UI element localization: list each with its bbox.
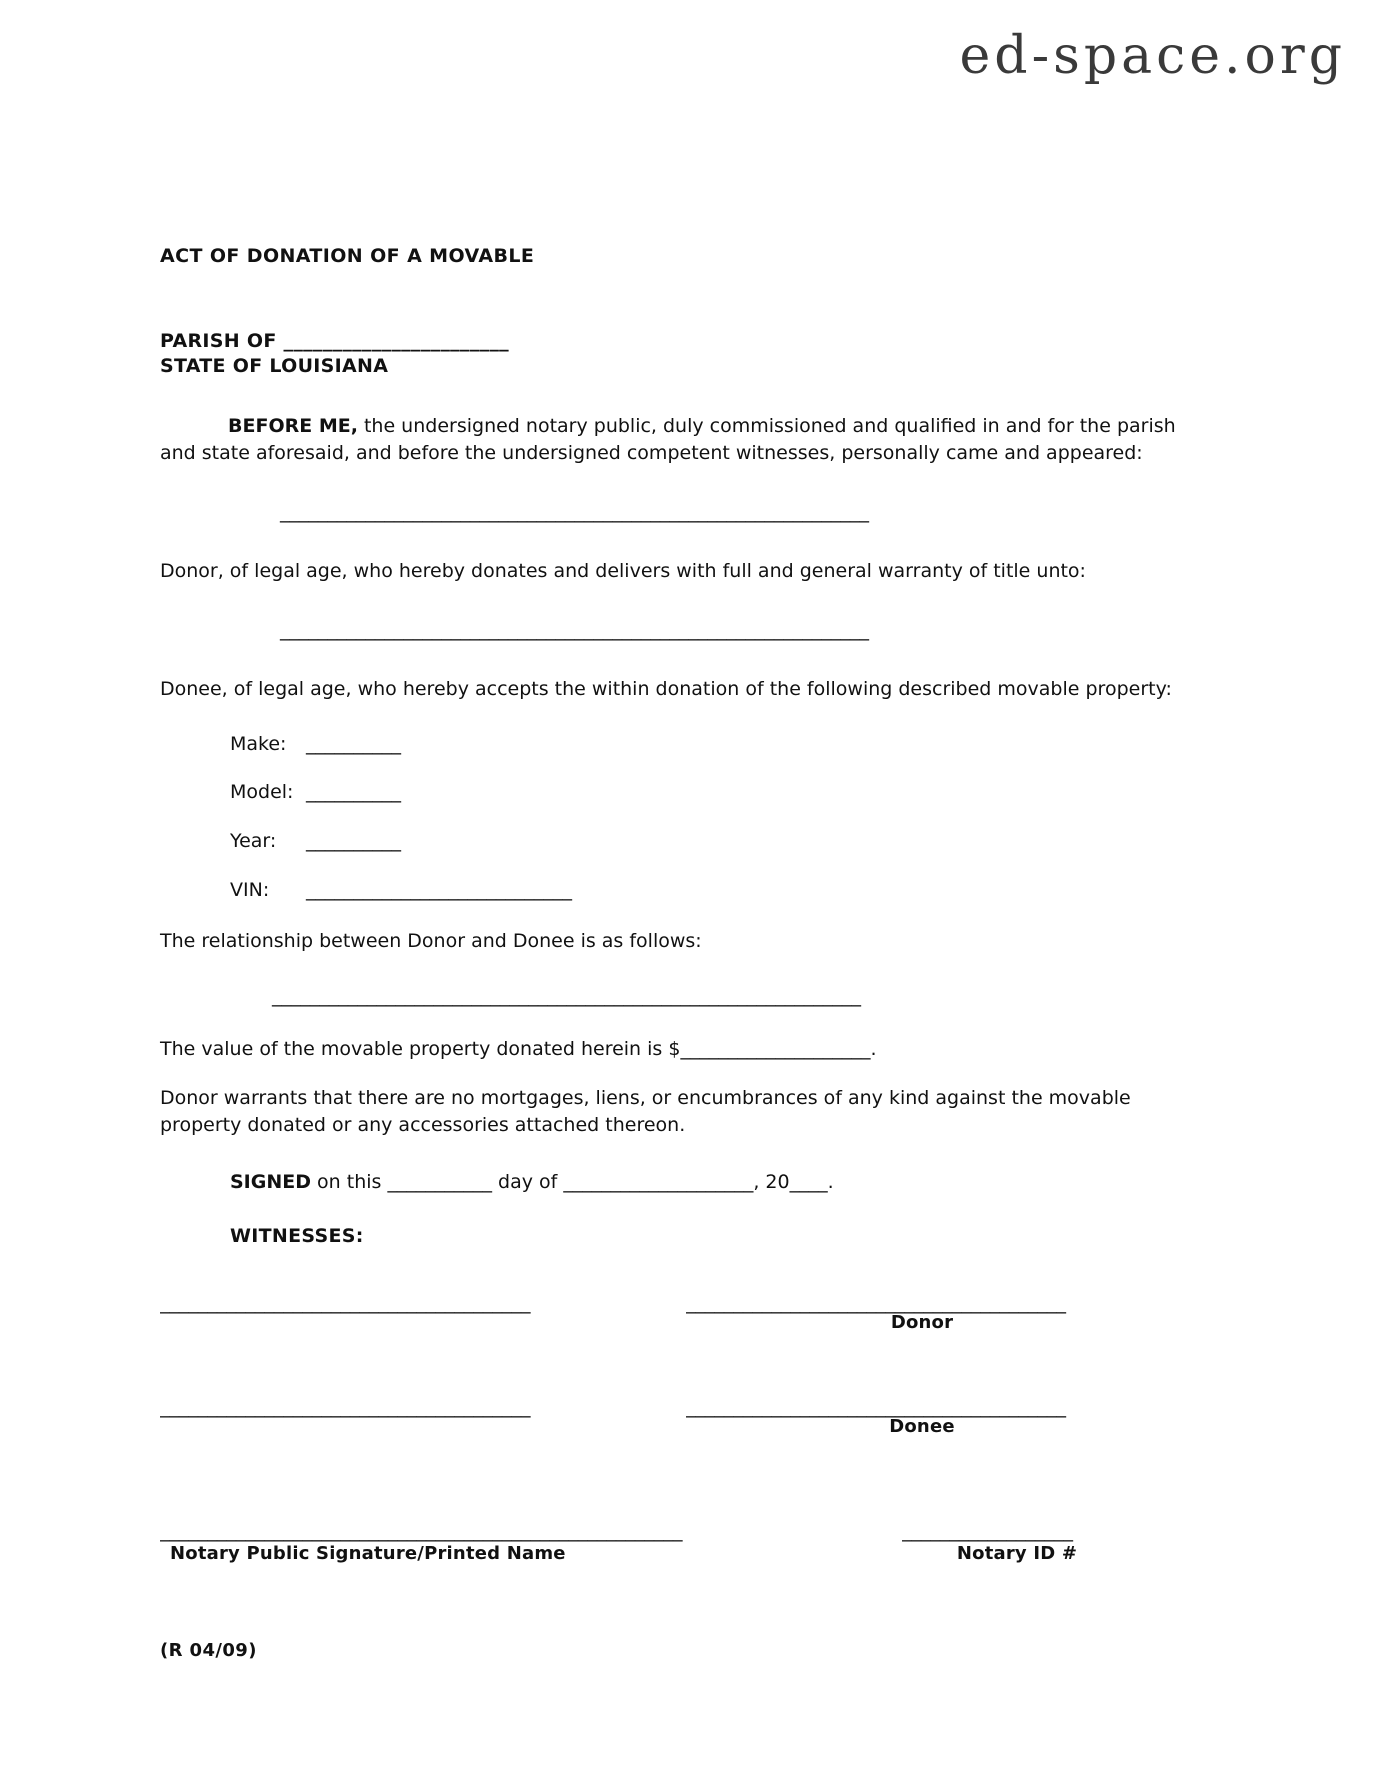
signature-spacer — [160, 1345, 1210, 1397]
field-blank-model[interactable]: __________ — [306, 781, 401, 804]
state-line: STATE OF LOUISIANA — [160, 355, 389, 378]
field-row-vin — [160, 879, 1210, 902]
donor-caption: Donor — [890, 1312, 954, 1334]
donee-description: Donee, of legal age, who hereby accepts the within donation of the following described movable property: — [160, 677, 1172, 700]
before-me-body: the undersigned notary public, duly commissioned and qualified in and for the parish and state aforesaid, and before the undersigned competent witnesses, personally came and appeared: — [160, 415, 1176, 465]
field-row-make — [160, 733, 1210, 756]
donor-name-blank[interactable]: ______________________________________________________________ — [280, 501, 869, 524]
field-label-year: Year: — [230, 830, 277, 853]
signed-lead: SIGNED — [230, 1171, 312, 1194]
signature-row-donor — [160, 1293, 1210, 1333]
site-watermark: ed-space.org — [959, 26, 1346, 86]
value-text-pre: The value of the movable property donated herein is $ — [160, 1037, 681, 1060]
signature-row-donee — [160, 1397, 1210, 1437]
donee-column — [686, 1397, 1158, 1437]
warranty-paragraph: Donor warrants that there are no mortgages, liens, or encumbrances of any kind against the movable property donated or any accessories attached thereon. — [160, 1086, 1131, 1136]
parish-blank[interactable]: _______________________ — [283, 330, 509, 352]
page-title: ACT OF DONATION OF A MOVABLE — [160, 245, 535, 267]
parish-state-block — [160, 329, 1210, 379]
notary-signature-blank[interactable]: _______________________________________________________ — [160, 1520, 683, 1542]
revision-footer: (R 04/09) — [160, 1639, 257, 1661]
donor-signature-blank[interactable]: ________________________________________ — [686, 1293, 1066, 1315]
field-blank-vin[interactable]: ____________________________ — [306, 879, 572, 902]
relationship-blank[interactable]: ______________________________________________________________ — [272, 984, 861, 1007]
notary-id-blank[interactable]: __________________ — [902, 1520, 1073, 1542]
donor-description: Donor, of legal age, who hereby donates and delivers with full and general warranty of title unto: — [160, 559, 1086, 582]
donee-name-blank[interactable]: ______________________________________________________________ — [280, 618, 869, 641]
donee-caption: Donee — [889, 1415, 955, 1437]
witness-signature-blank-2[interactable]: _______________________________________ — [160, 1397, 531, 1418]
witnesses-heading: WITNESSES: — [230, 1225, 364, 1248]
notary-block — [160, 1521, 1210, 1564]
field-blank-year[interactable]: __________ — [306, 830, 401, 853]
parish-line — [160, 329, 1210, 354]
donor-column — [686, 1293, 1158, 1333]
notary-id-column — [902, 1521, 1132, 1564]
witness-column-2 — [160, 1397, 632, 1437]
value-line — [160, 1036, 1210, 1063]
notary-signature-caption: Notary Public Signature/Printed Name — [170, 1542, 566, 1564]
donee-signature-blank[interactable]: ________________________________________ — [686, 1397, 1066, 1418]
before-me-paragraph — [160, 413, 1210, 467]
vehicle-fields — [160, 733, 1210, 902]
value-blank[interactable]: ____________________ — [680, 1037, 871, 1060]
before-me-lead: BEFORE ME, — [228, 415, 358, 438]
signed-rest[interactable]: on this ___________ day of ____________________, 20____. — [311, 1171, 834, 1194]
notary-id-caption: Notary ID # — [956, 1542, 1078, 1564]
field-label-make: Make: — [230, 732, 287, 755]
signed-line — [160, 1170, 1210, 1195]
parish-label: PARISH OF — [160, 330, 284, 352]
field-label-model: Model: — [230, 781, 294, 804]
document-body — [160, 245, 1210, 1661]
field-row-year — [160, 830, 1210, 853]
relationship-text: The relationship between Donor and Donee is as follows: — [160, 929, 702, 952]
value-text-post: . — [870, 1037, 877, 1060]
field-label-vin: VIN: — [230, 879, 270, 902]
witness-signature-blank-1[interactable]: _______________________________________ — [160, 1293, 531, 1315]
field-blank-make[interactable]: __________ — [306, 732, 401, 755]
field-row-model — [160, 781, 1210, 804]
notary-signature-column — [160, 1521, 860, 1564]
witness-column-1 — [160, 1293, 632, 1333]
